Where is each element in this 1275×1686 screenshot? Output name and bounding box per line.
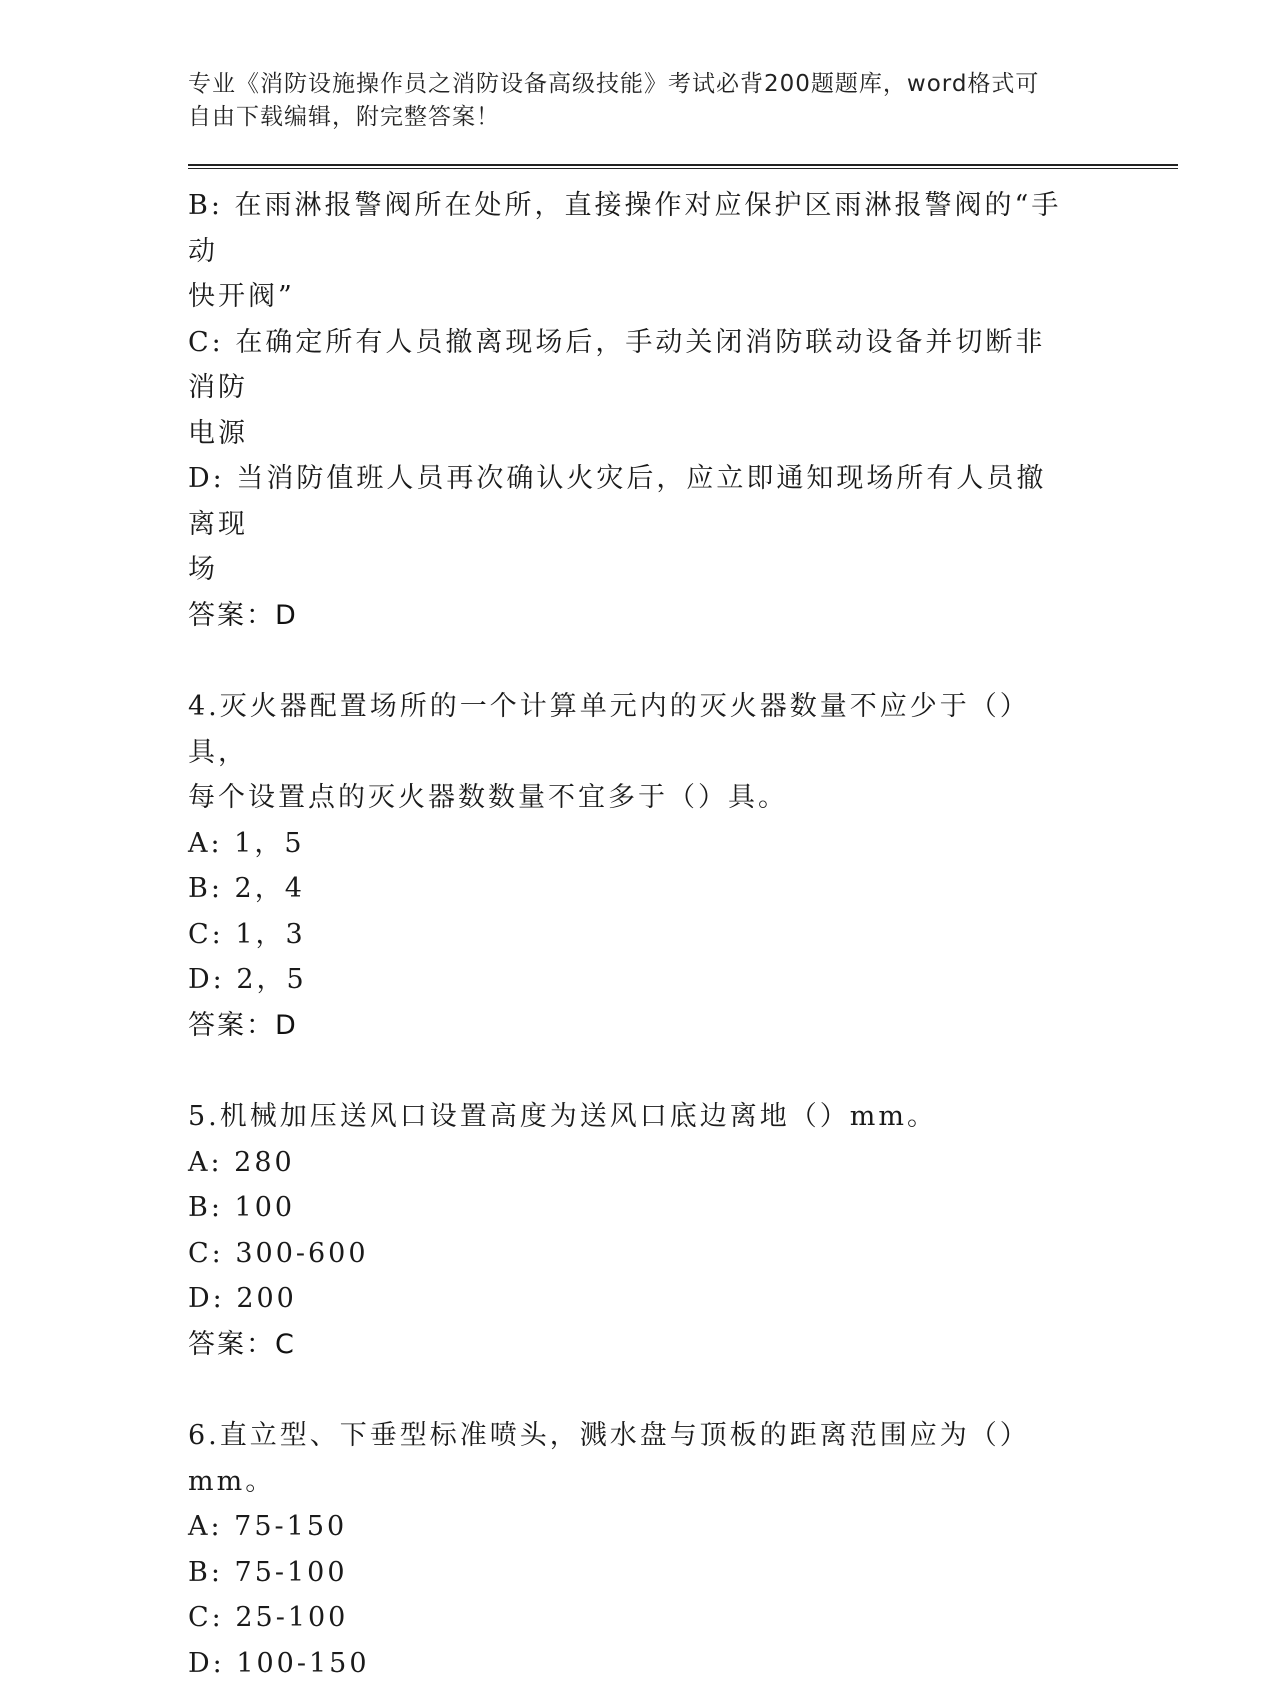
option-text: A: 1，5 [188,821,1068,867]
question-stem: 5.机械加压送风口设置高度为送风口底边离地（）mm。 [188,1094,1068,1140]
header-divider [188,164,1178,169]
question-stem: 每个设置点的灭火器数数量不宜多于（）具。 [188,775,1068,821]
document-header [188,68,1068,134]
option-text: C: 在确定所有人员撤离现场后，手动关闭消防联动设备并切断非消防 [188,320,1068,411]
option-text: B: 75-100 [188,1550,1068,1596]
option-text: D: 2，5 [188,957,1068,1003]
option-text: 快开阀” [188,274,1068,320]
option-text: D: 200 [188,1276,1068,1322]
answer-text: 答案：D [188,1003,1068,1049]
question-body [188,183,1068,1686]
answer-text: 答案：D [188,593,1068,639]
document-page [188,68,1178,1686]
question-stem: 6.直立型、下垂型标准喷头，溅水盘与顶板的距离范围应为（）mm。 [188,1413,1068,1504]
option-text: B: 在雨淋报警阀所在处所，直接操作对应保护区雨淋报警阀的“手动 [188,183,1068,274]
option-text: C: 1，3 [188,912,1068,958]
option-text: D: 100-150 [188,1641,1068,1686]
header-line: 专业《消防设施操作员之消防设备高级技能》考试必背200题题库，word格式可 [188,68,1068,101]
header-line: 自由下载编辑，附完整答案！ [188,101,1068,134]
option-text: C: 25-100 [188,1595,1068,1641]
option-text: B: 100 [188,1185,1068,1231]
option-text: 场 [188,547,1068,593]
option-text: A: 75-150 [188,1504,1068,1550]
question-stem: 4.灭火器配置场所的一个计算单元内的灭火器数量不应少于（）具， [188,684,1068,775]
option-text: 电源 [188,411,1068,457]
option-text: D: 当消防值班人员再次确认火灾后，应立即通知现场所有人员撤离现 [188,456,1068,547]
option-text: A: 280 [188,1140,1068,1186]
option-text: B: 2，4 [188,866,1068,912]
answer-text: 答案：C [188,1322,1068,1368]
option-text: C: 300-600 [188,1231,1068,1277]
